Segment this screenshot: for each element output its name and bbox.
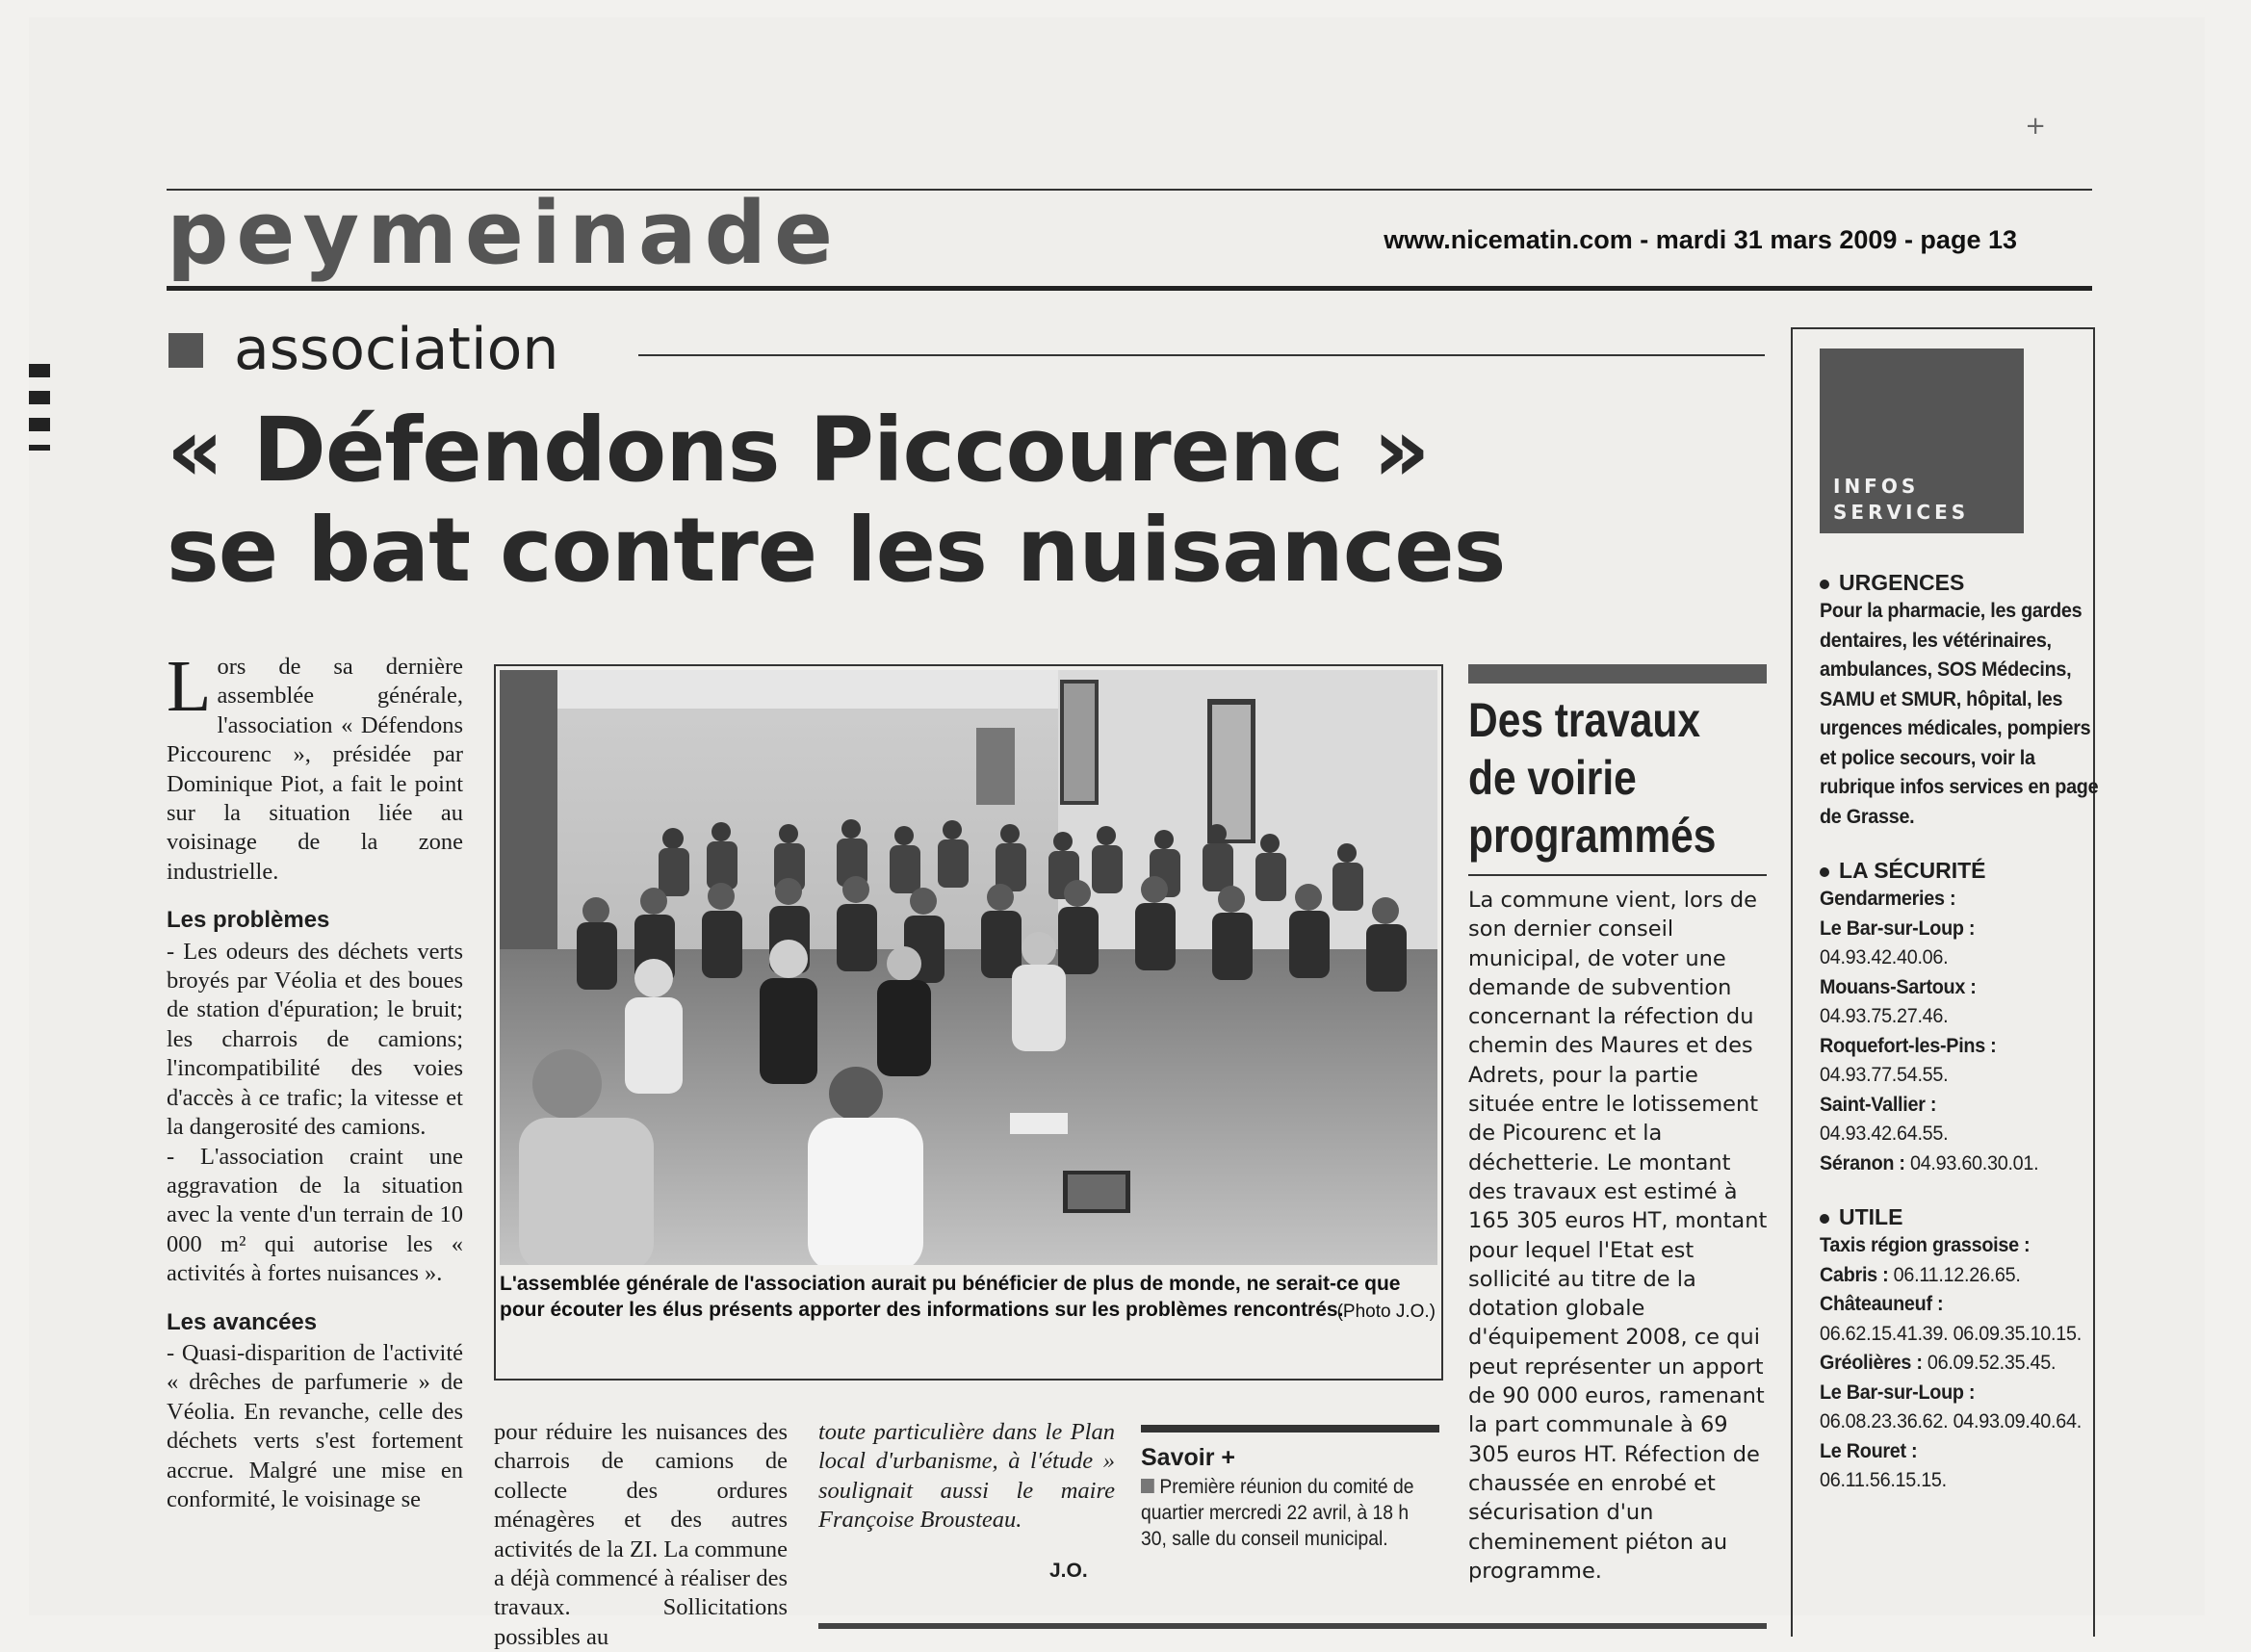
crop-mark-icon: + <box>2025 112 2046 141</box>
article-column-3: toute particulière dans le Plan local d'urbanisme, à l'étude » soulignait aussi le maire Françoise Brousteau. <box>818 1419 1115 1534</box>
article-paragraph-3: - Quasi-disparition de l'activité « drêches de parfumerie » de Véolia. En revanche, celle des déchets verts s'est fortement accrue. Malgré une mise en conformité, le voisinage se <box>167 1339 463 1512</box>
photo-caption: L'assemblée générale de l'association aurait pu bénéficier de plus de monde, ne serait-ce que pour écouter les élus présents apporter des informations sur les problèmes rencontrés. (Photo J.O.) <box>500 1271 1437 1323</box>
bullet-dot-icon <box>1820 867 1829 877</box>
urgences-text: Pour la pharmacie, les gardes dentaires, les vétérinaires, ambulances, SOS Médecins, SAMU et SMUR, hôpital, les urgences médicales, pompiers et police secours, voir la rubrique infos services en page de Grasse. <box>1820 599 2099 828</box>
infos-services-box <box>1791 327 2099 1637</box>
savoir-rule <box>1141 1425 1439 1433</box>
meeting-photo-illustration <box>500 670 1437 1265</box>
bullet-dot-icon <box>1820 580 1829 589</box>
kicker <box>167 316 1765 383</box>
bullet-dot-icon <box>1820 1214 1829 1224</box>
headline-line-2: se bat contre les nuisances <box>167 499 1506 602</box>
article-column-2: pour réduire les nuisances des charrois de camions de collecte des ordures ménagères et des autres activités de la ZI. La commune a déjà commencé à réaliser des travaux. Sollicitations possibles au <box>494 1419 788 1650</box>
infos-services-tile <box>1820 348 2024 533</box>
securite-heading: LA SÉCURITÉ <box>1820 858 2099 884</box>
savoir-box <box>1141 1444 1430 1552</box>
article-intro: Lors de sa dernière assemblée générale, l'association « Défendons Piccourenc », présidée par Dominique Piot, a fait le point sur la situation liée au voisinage de la zone industrielle. <box>167 646 463 885</box>
kicker-label: association <box>234 316 559 383</box>
article-column-1 <box>167 646 463 1514</box>
section-name: peymeinade <box>167 183 841 284</box>
dropcap: L <box>167 646 212 727</box>
savoir-text: Première réunion du comité de quartier mercredi 22 avril, à 18 h 30, salle du conseil municipal. <box>1141 1476 1414 1550</box>
infos-services-list <box>1820 570 2099 1495</box>
article-signature: J.O. <box>1049 1560 1088 1582</box>
infos-services-label: INFOS SERVICES <box>1833 475 1970 524</box>
meeting-photo <box>500 670 1437 1265</box>
headline-line-1: « Défendons Piccourenc » <box>167 399 1430 502</box>
headline <box>167 400 1611 601</box>
article-paragraph-2: - L'association craint une aggravation de la situation avec la vente d'un terrain de 10 000 m² qui autorise les « activités à fortes nuisances ». <box>167 1143 463 1287</box>
side-article-bar <box>1468 664 1767 684</box>
securite-list: Gendarmeries : Le Bar-sur-Loup : 04.93.42.40.06. Mouans-Sartoux : 04.93.75.27.46. Roquefort-les-Pins : 04.93.77.54.55. Saint-Vallier : 04.93.42.64.55. Séranon : 04.93.60.30.01. <box>1820 887 2039 1174</box>
subhead-avancees: Les avancées <box>167 1308 318 1335</box>
photo-credit: (Photo J.O.) <box>1336 1302 1436 1322</box>
side-article-title: Des travaux de voirie programmés <box>1468 693 1717 863</box>
newspaper-page <box>29 17 2205 1650</box>
savoir-title: Savoir + <box>1141 1444 1235 1471</box>
side-article-body: La commune vient, lors de son dernier conseil municipal, de voter une demande de subvention concernant la réfection du chemin des Maures et des Adrets, pour la partie située entre le lotissement de Picourenc et la déchetterie. Le montant des travaux est estimé à 165 305 euros HT, montant pour lequel l'Etat est sollicité au titre de la dotation globale d'équipement 2008, ce qui peut représenter un apport de 90 000 euros, ramenant la part communale à 69 305 euros HT. Réfection de chaussée en enrobé et sécurisation d'un cheminement piéton au programme. <box>1468 888 1768 1584</box>
urgences-heading: URGENCES <box>1820 570 2099 596</box>
subhead-problemes: Les problèmes <box>167 907 330 934</box>
kicker-rule <box>638 354 1765 356</box>
utile-heading: UTILE <box>1820 1204 2099 1230</box>
utile-list: Taxis région grassoise : Cabris : 06.11.12.26.65. Châteauneuf : 06.62.15.41.39. 06.09.35.10.15. Gréolières : 06.09.52.35.45. Le Bar-sur-Loup : 06.08.23.36.62. 04.93.09.40.64. Le Rouret : 06.11.56.15.15. <box>1820 1233 2082 1491</box>
bottom-rule <box>818 1623 1767 1629</box>
bullet-square-icon <box>1141 1479 1154 1493</box>
scan-edge-marks <box>29 364 50 451</box>
kicker-square-icon <box>168 333 203 368</box>
article-paragraph-1: - Les odeurs des déchets verts broyés par Véolia et des boues de station d'épuration; le bruit; les charrois de camions; l'incompatibilité des voies d'accès à ce trafic; la vitesse et la dangerosité des camions. <box>167 938 463 1141</box>
side-article-rule <box>1468 874 1767 876</box>
header-rule-bottom <box>167 286 2092 291</box>
photo-frame <box>494 664 1443 1381</box>
dateline: www.nicematin.com - mardi 31 mars 2009 - page 13 <box>1384 225 2017 254</box>
